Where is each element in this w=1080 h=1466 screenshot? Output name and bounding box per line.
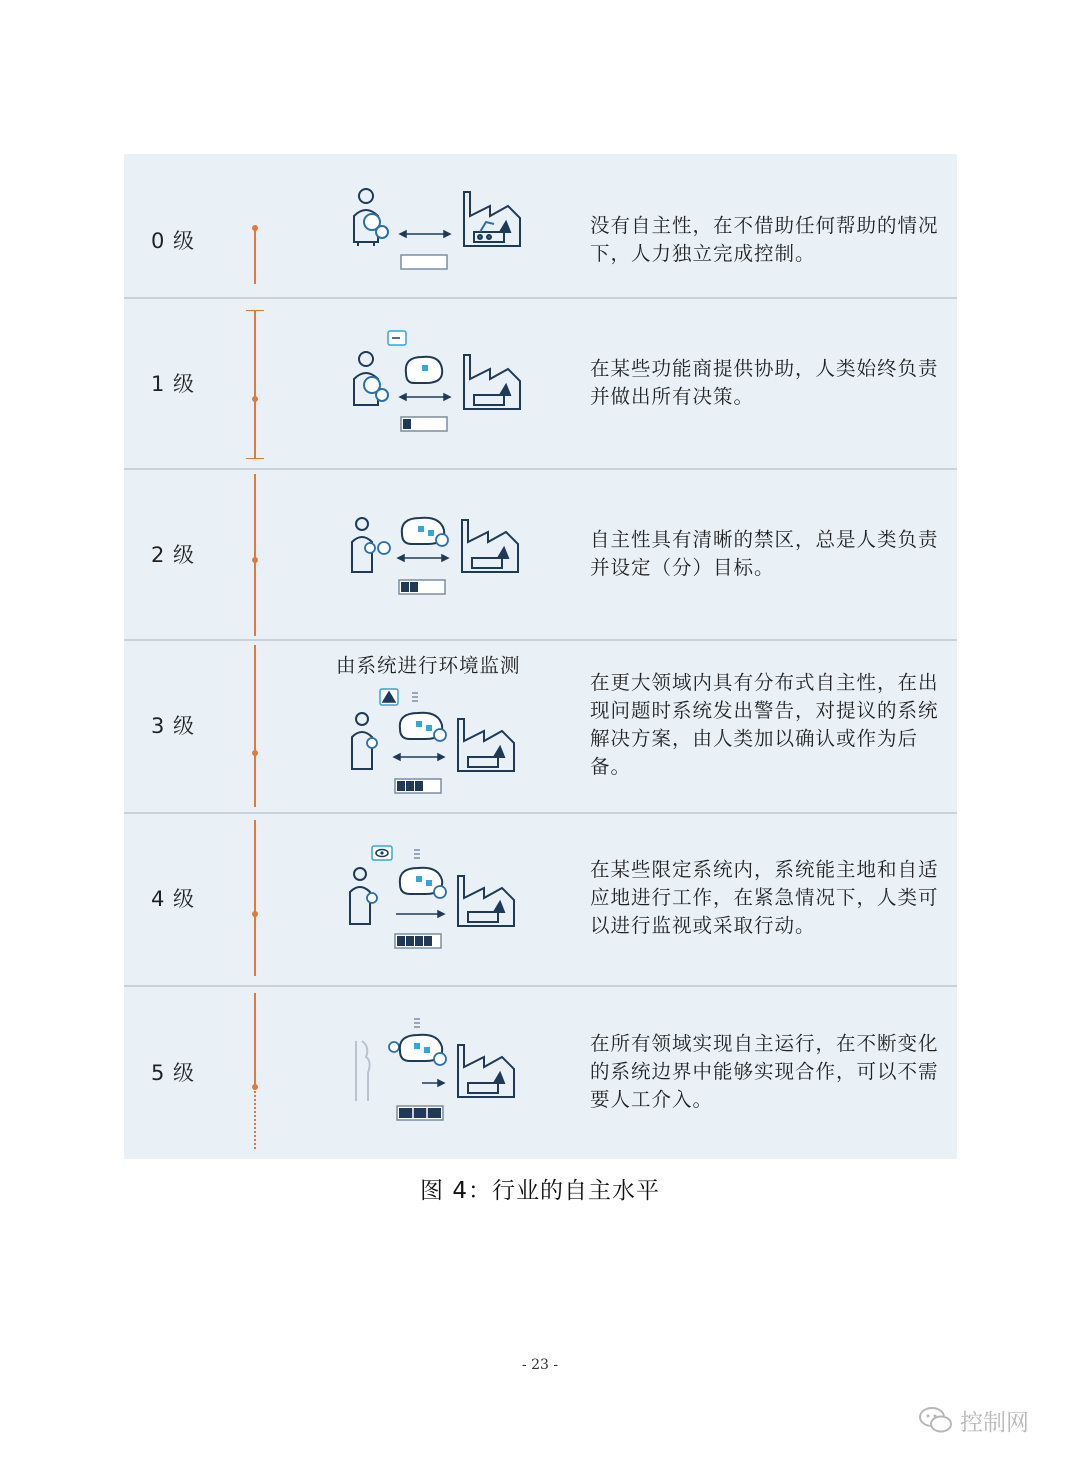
timeline-segment (254, 310, 256, 458)
bidirectional-arrow-icon (400, 394, 450, 400)
factory-icon (464, 355, 520, 409)
level-row (124, 639, 957, 810)
gear-icon (364, 377, 388, 401)
timeline-dot (252, 1084, 258, 1090)
level-description: 在所有领域实现自主运行，在不断变化的系统边界中能够实现合作，可以不需要人工介入。 (590, 1032, 939, 1111)
timeline-dot (252, 225, 258, 231)
level-label: 5 级 (151, 1061, 196, 1085)
brain-icon (406, 357, 442, 383)
signal-dashes (412, 693, 418, 701)
level-label: 1 级 (151, 371, 196, 396)
factory-icon (458, 876, 514, 926)
level-row (124, 985, 957, 1159)
gear-icon (436, 534, 448, 546)
gear-icon (364, 214, 388, 238)
environment-monitoring-label: 由系统进行环境监测 (336, 654, 521, 677)
timeline-segment (254, 820, 256, 976)
timeline-dot (252, 557, 258, 563)
factory-icon (458, 1045, 514, 1097)
level-4-icons (344, 812, 544, 983)
timeline-segment (254, 993, 256, 1087)
factory-icon (462, 520, 518, 572)
warning-icon (380, 689, 398, 705)
watermark (918, 1402, 1058, 1438)
level-row (124, 468, 957, 639)
level-description: 自主性具有清晰的禁区，总是人类负责并设定（分）目标。 (590, 527, 939, 579)
level-label: 4 级 (151, 886, 196, 911)
gear-icon (367, 738, 377, 748)
watermark-text: 控制网 (960, 1409, 1029, 1436)
level-description: 在某些限定系统内，系统能主地和自适应地进行工作，在紧急情况下，人类可以进行监视或采取行动。 (590, 857, 939, 937)
bidirectional-arrow-icon (400, 231, 450, 237)
timeline-segment (254, 226, 256, 284)
autonomy-progress-bar (395, 779, 441, 793)
gear-icon (365, 542, 390, 554)
timeline-dotted-extension (254, 1091, 256, 1149)
autonomy-progress-bar (399, 580, 445, 594)
page-number: - 23 - (521, 1357, 559, 1373)
factory-icon (464, 192, 520, 246)
signal-dashes (414, 850, 420, 858)
autonomy-progress-bar (395, 934, 441, 948)
autonomy-progress-bar (401, 417, 447, 431)
autonomy-progress-bar (397, 1106, 443, 1120)
gear-icon (389, 1042, 399, 1052)
level-label: 3 级 (151, 713, 196, 738)
signal-dashes (414, 1019, 420, 1027)
timeline-segment (254, 474, 256, 636)
level-row (124, 812, 957, 983)
level-1-icons (344, 297, 544, 468)
level-description: 在某些功能商提供协助，人类始终负责并做出所有决策。 (590, 356, 939, 408)
figure-caption: 图 4：行业的自主水平 (420, 1178, 660, 1204)
right-arrow-icon (422, 1080, 444, 1086)
faded-human-icon (356, 1041, 370, 1101)
level-label: 0 级 (151, 228, 196, 253)
timeline-cap (246, 458, 264, 459)
bidirectional-arrow-icon (398, 555, 448, 561)
level-2-icons (344, 468, 544, 639)
autonomy-progress-bar (401, 255, 447, 269)
level-description: 没有自主性，在不借助任何帮助的情况下，人力独立完成控制。 (590, 213, 939, 265)
gear-icon (434, 886, 446, 898)
timeline-dot (252, 750, 258, 756)
gear-icon (367, 893, 377, 903)
level-label: 2 级 (151, 542, 196, 567)
chat-bubble-icon (388, 331, 406, 345)
autonomy-levels-figure (124, 154, 957, 1159)
wechat-icon (918, 1405, 954, 1435)
level-description: 在更大领域内具有分布式自主性，在出现问题时系统发出警告，对提议的系统解决方案，由人类加以确认或作为后备。 (590, 670, 939, 778)
factory-icon (458, 719, 514, 771)
timeline-dot (252, 396, 258, 402)
timeline-segment (254, 645, 256, 807)
level-5-icons (344, 985, 544, 1156)
gear-icon (434, 1053, 446, 1065)
bidirectional-arrow-icon (394, 754, 444, 760)
right-arrow-icon (396, 911, 444, 917)
level-row (124, 297, 957, 468)
gear-icon (434, 729, 446, 741)
eye-icon (372, 846, 392, 860)
timeline-dot (252, 911, 258, 917)
